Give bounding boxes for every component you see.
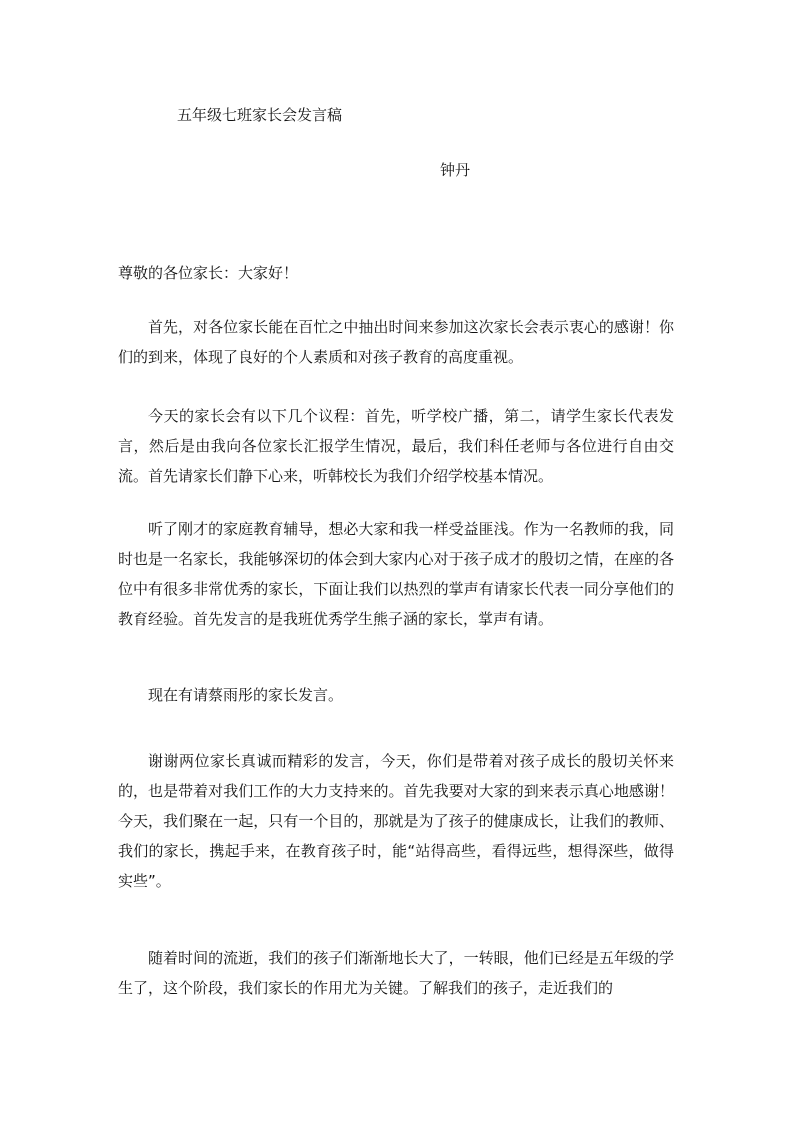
paragraph: 首先，对各位家长能在百忙之中抽出时间来参加这次家长会表示衷心的感谢！你们的到来，体现了良好的个人素质和对孩子教育的高度重视。 — [118, 318, 674, 366]
document-title: 五年级七班家长会发言稿 — [177, 106, 343, 124]
paragraph: 随着时间的流逝，我们的孩子们渐渐地长大了，一转眼，他们已经是五年级的学生了，这个阶段，我们家长的作用尤为关键。了解我们的孩子，走近我们的 — [118, 949, 674, 997]
paragraph: 现在有请蔡雨彤的家长发言。 — [148, 686, 344, 704]
paragraph: 今天的家长会有以下几个议程：首先，听学校广播，第二，请学生家长代表发言，然后是由我向各位家长汇报学生情况，最后，我们科任老师与各位进行自由交流。首先请家长们静下心来，听韩校长为我们介绍学校基本情况。 — [118, 407, 674, 485]
author-name: 钟丹 — [440, 161, 471, 179]
greeting-line: 尊敬的各位家长：大家好！ — [118, 264, 299, 282]
paragraph: 谢谢两位家长真诚而精彩的发言，今天，你们是带着对孩子成长的殷切关怀来的，也是带着对我们工作的大力支持来的。首先我要对大家的到来表示真心地感谢！今天，我们聚在一起，只有一个目的，那就是为了孩子的健康成长，让我们的教师、我们的家长，携起手来，在教育孩子时，能“站得高些，看得远些，想得深些，做得实些”。 — [118, 752, 674, 890]
paragraph: 听了刚才的家庭教育辅导，想必大家和我一样受益匪浅。作为一名教师的我，同时也是一名家长，我能够深切的体会到大家内心对于孩子成才的殷切之情，在座的各位中有很多非常优秀的家长，下面让我们以热烈的掌声有请家长代表一同分享他们的教育经验。首先发言的是我班优秀学生熊子涵的家长，掌声有请。 — [118, 520, 674, 628]
